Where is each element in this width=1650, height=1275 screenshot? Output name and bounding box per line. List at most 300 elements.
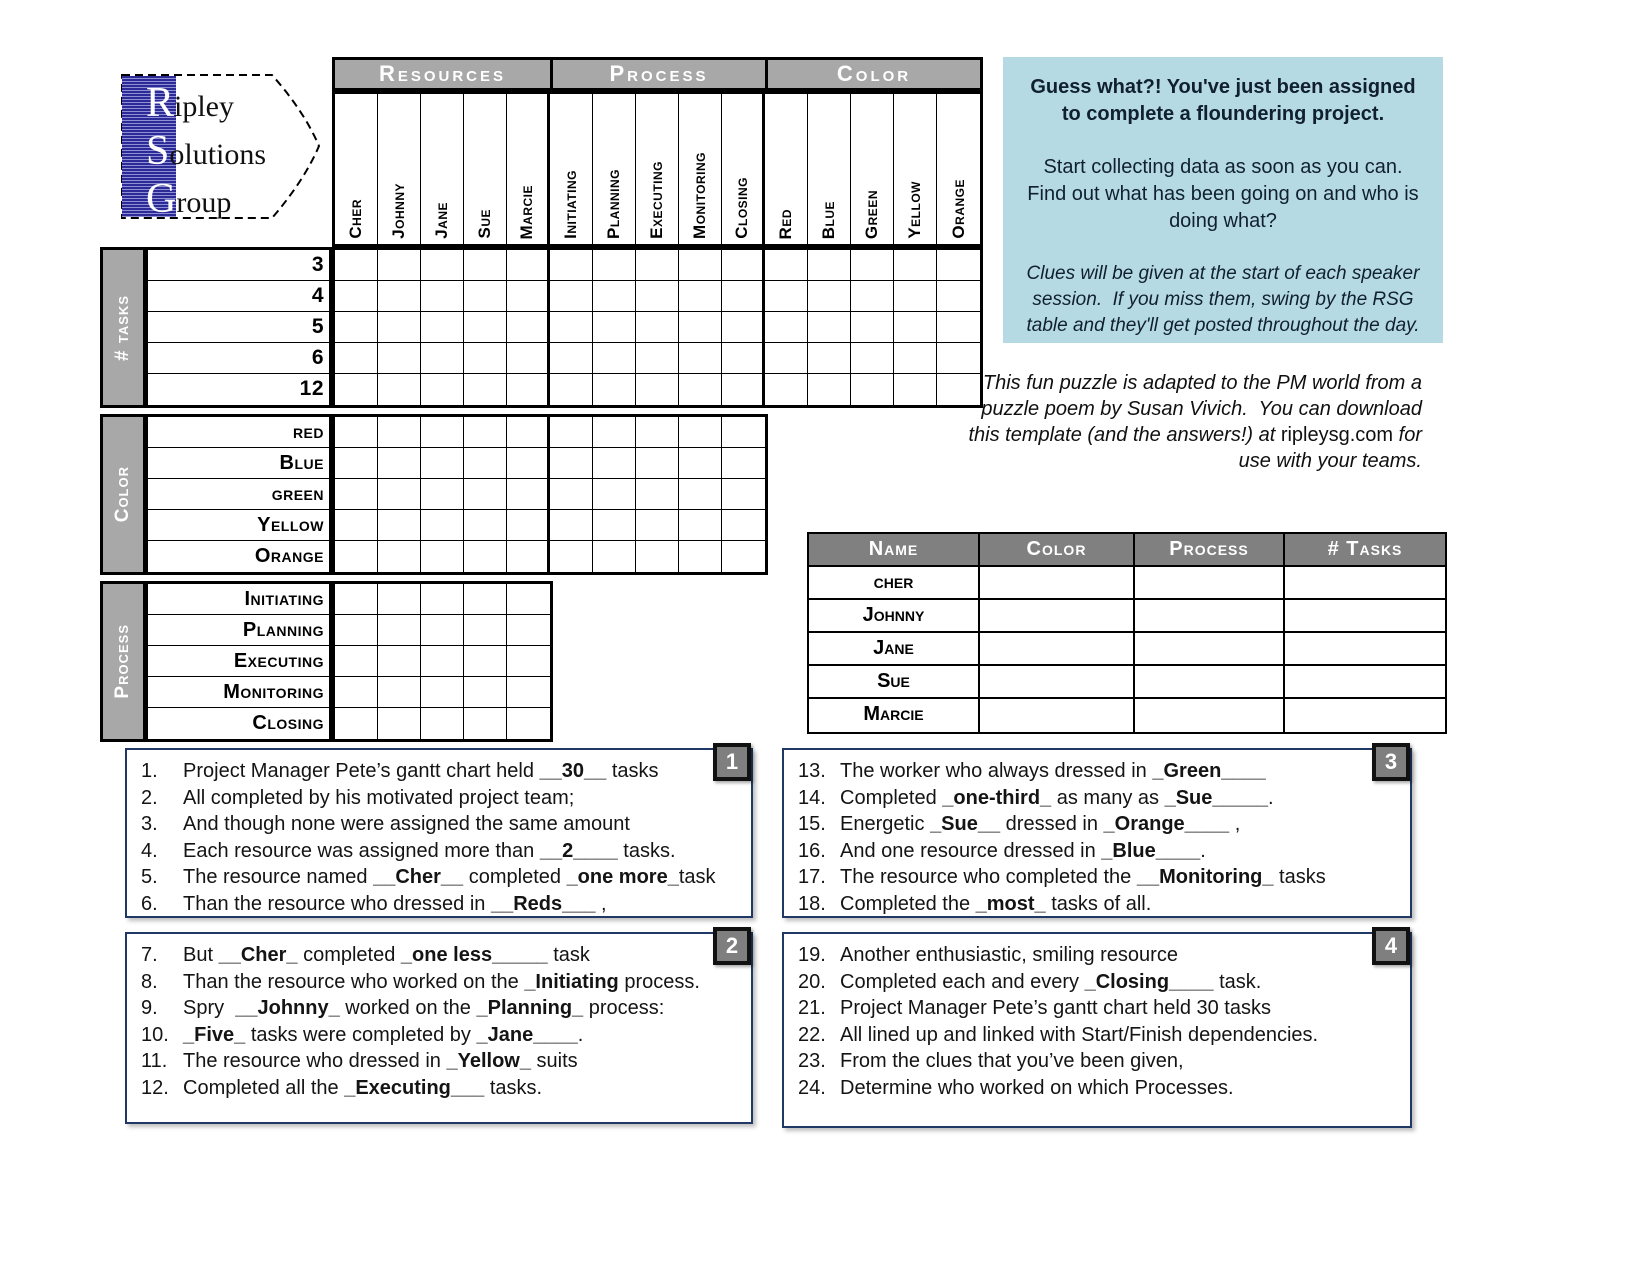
puzzle-cell[interactable] <box>679 343 722 374</box>
answer-row-name: Jane <box>809 633 980 666</box>
clue-text: And one resource dressed in _Blue____. <box>840 839 1206 862</box>
puzzle-cell[interactable] <box>378 615 421 646</box>
answer-empty-cell[interactable] <box>1285 666 1445 699</box>
puzzle-cell[interactable] <box>722 343 765 374</box>
puzzle-cell[interactable] <box>593 510 636 541</box>
puzzle-cell[interactable] <box>894 250 937 281</box>
puzzle-cell[interactable] <box>679 312 722 343</box>
puzzle-cell[interactable] <box>636 374 679 405</box>
puzzle-cell[interactable] <box>894 374 937 405</box>
clue-text: All lined up and linked with Start/Finish dependencies. <box>840 1023 1319 1046</box>
logo-initial: G <box>146 176 177 222</box>
puzzle-cell[interactable] <box>507 448 550 479</box>
clue-number: 2. <box>141 786 158 809</box>
column-header: Executing <box>636 94 679 244</box>
column-headers <box>332 91 983 247</box>
puzzle-cell[interactable] <box>464 510 507 541</box>
puzzle-cell[interactable] <box>421 374 464 405</box>
answer-empty-cell[interactable] <box>1135 567 1285 600</box>
puzzle-cell[interactable] <box>808 281 851 312</box>
row-label: Orange <box>254 545 324 567</box>
clue-number: 20. <box>798 970 826 993</box>
clue-item <box>798 942 1396 969</box>
puzzle-cell[interactable] <box>679 250 722 281</box>
logo-word: Solutions <box>146 128 267 174</box>
clue-text: But __Cher_ completed _one less_____ task <box>183 944 590 966</box>
puzzle-cell[interactable] <box>851 281 894 312</box>
row-label: 12 <box>299 377 324 400</box>
puzzle-cell[interactable] <box>593 417 636 448</box>
row-label: Yellow <box>148 510 329 541</box>
puzzle-cell[interactable] <box>937 281 980 312</box>
puzzle-cell[interactable] <box>335 646 378 677</box>
clue-text: And though none were assigned the same amount <box>183 813 630 835</box>
row-label: 4 <box>148 281 329 312</box>
col-group-resources: Resources <box>378 61 507 86</box>
puzzle-cell[interactable] <box>335 250 378 281</box>
puzzle-cell[interactable] <box>636 417 679 448</box>
answer-row-name: Johnny <box>809 600 980 633</box>
clue-item <box>798 891 1396 918</box>
clue-text: The worker who always dressed in _Green____ <box>840 760 1266 782</box>
answer-empty-cell[interactable] <box>980 633 1135 666</box>
clue-number: 17. <box>798 866 826 888</box>
clue-number: 5. <box>141 866 158 888</box>
row-labels-color <box>145 414 332 575</box>
color-cell-grid[interactable] <box>332 414 768 575</box>
puzzle-cell[interactable] <box>679 479 722 510</box>
clue-item <box>141 995 737 1022</box>
puzzle-cell[interactable] <box>851 250 894 281</box>
clue-text: Energetic _Sue__ dressed in _Orange____ , <box>840 813 1241 835</box>
clue-item <box>798 785 1396 812</box>
puzzle-cell[interactable] <box>722 479 765 510</box>
puzzle-cell[interactable] <box>507 374 550 405</box>
credit-note: This fun puzzle is adapted to the PM world from a puzzle poem by Susan Vivich. You can download this template (and the answers!) at ripleysg.com for use with your teams. <box>968 372 1428 472</box>
answer-empty-cell[interactable] <box>1135 699 1285 732</box>
puzzle-cell[interactable] <box>722 281 765 312</box>
puzzle-cell[interactable] <box>550 541 593 572</box>
clue-number: 10. <box>141 1023 169 1046</box>
puzzle-cell[interactable] <box>679 541 722 572</box>
puzzle-cell[interactable] <box>421 479 464 510</box>
puzzle-cell[interactable] <box>507 615 550 646</box>
answer-empty-cell[interactable] <box>1285 567 1445 600</box>
row-label: Initiating <box>148 584 329 615</box>
puzzle-cell[interactable] <box>421 541 464 572</box>
info-body: Start collecting data as soon as you can. Find out what has been going on and who is doing what? <box>1027 156 1425 232</box>
clue-item <box>141 942 737 969</box>
clue-number: 22. <box>798 1023 826 1046</box>
puzzle-cell[interactable] <box>808 343 851 374</box>
column-group-header-bar <box>332 57 983 91</box>
puzzle-cell[interactable] <box>335 312 378 343</box>
puzzle-cell[interactable] <box>421 281 464 312</box>
answer-empty-cell[interactable] <box>980 600 1135 633</box>
puzzle-cell[interactable] <box>464 615 507 646</box>
puzzle-cell[interactable] <box>636 448 679 479</box>
puzzle-cell[interactable] <box>550 510 593 541</box>
puzzle-cell[interactable] <box>765 343 808 374</box>
clue-item <box>798 864 1396 891</box>
puzzle-cell[interactable] <box>894 343 937 374</box>
row-labels-process <box>145 581 332 742</box>
clue-item <box>141 838 737 865</box>
answer-empty-cell[interactable] <box>1135 666 1285 699</box>
puzzle-cell[interactable] <box>593 448 636 479</box>
row-group-label-process: Process <box>100 581 146 742</box>
answer-empty-cell[interactable] <box>980 666 1135 699</box>
clue-number: 8. <box>141 970 158 993</box>
info-title: Guess what?! You've just been assigned to complete a floundering project. <box>1030 76 1422 125</box>
puzzle-cell[interactable] <box>593 374 636 405</box>
puzzle-cell[interactable] <box>378 448 421 479</box>
puzzle-cell[interactable] <box>636 479 679 510</box>
puzzle-cell[interactable] <box>421 646 464 677</box>
puzzle-cell[interactable] <box>593 250 636 281</box>
puzzle-cell[interactable] <box>421 708 464 739</box>
clue-number: 1. <box>141 760 158 782</box>
clue-number: 21. <box>798 997 826 1019</box>
clue-text: Determine who worked on which Processes. <box>840 1076 1234 1099</box>
puzzle-cell[interactable] <box>507 677 550 708</box>
row-label: Planning <box>148 615 329 646</box>
puzzle-cell[interactable] <box>765 281 808 312</box>
column-header: Jane <box>421 94 464 244</box>
clue-text: Completed each and every _Closing____ task. <box>840 970 1262 993</box>
column-header: Marcie <box>507 94 550 244</box>
puzzle-cell[interactable] <box>335 374 378 405</box>
answer-header-process: Process <box>1135 534 1285 567</box>
puzzle-cell[interactable] <box>636 343 679 374</box>
column-header: Cher <box>335 94 378 244</box>
puzzle-cell[interactable] <box>464 417 507 448</box>
row-label: Blue <box>148 448 329 479</box>
answer-empty-cell[interactable] <box>1285 699 1445 732</box>
puzzle-cell[interactable] <box>507 584 550 615</box>
puzzle-cell[interactable] <box>550 448 593 479</box>
puzzle-cell[interactable] <box>550 250 593 281</box>
row-label: 6 <box>148 343 329 374</box>
row-group-label-tasks: # tasks <box>100 247 146 408</box>
clue-number: 9. <box>141 997 158 1019</box>
puzzle-cell[interactable] <box>421 250 464 281</box>
puzzle-cell[interactable] <box>464 646 507 677</box>
puzzle-cell[interactable] <box>464 479 507 510</box>
row-label: Monitoring <box>148 677 329 708</box>
puzzle-cell[interactable] <box>937 250 980 281</box>
puzzle-cell[interactable] <box>593 343 636 374</box>
puzzle-cell[interactable] <box>378 374 421 405</box>
puzzle-cell[interactable] <box>378 312 421 343</box>
puzzle-cell[interactable] <box>550 479 593 510</box>
clue-text: Project Manager Pete’s gantt chart held __30__ tasks <box>183 760 659 782</box>
puzzle-cell[interactable] <box>507 312 550 343</box>
answer-header-tasks: # Tasks <box>1285 534 1445 567</box>
clue-number: 12. <box>141 1076 169 1099</box>
logo-initial: R <box>146 80 175 126</box>
puzzle-cell[interactable] <box>636 281 679 312</box>
puzzle-cell[interactable] <box>722 541 765 572</box>
puzzle-cell[interactable] <box>335 343 378 374</box>
puzzle-cell[interactable] <box>851 343 894 374</box>
puzzle-cell[interactable] <box>464 312 507 343</box>
puzzle-cell[interactable] <box>335 677 378 708</box>
row-label: Executing <box>148 646 329 677</box>
clue-item <box>141 758 737 785</box>
puzzle-cell[interactable] <box>851 374 894 405</box>
puzzle-cell[interactable] <box>464 448 507 479</box>
clue-text: Completed _one-third_ as many as _Sue_____. <box>840 786 1274 809</box>
col-group-color: Color <box>765 60 980 88</box>
clue-box-number-badge: 4 <box>1372 927 1410 965</box>
info-box <box>1003 57 1443 343</box>
row-label: 5 <box>148 312 329 343</box>
clue-number: 18. <box>798 892 826 915</box>
clue-item <box>141 785 737 812</box>
row-label: red <box>148 417 329 448</box>
puzzle-cell[interactable] <box>335 510 378 541</box>
puzzle-cell[interactable] <box>464 584 507 615</box>
puzzle-cell[interactable] <box>378 646 421 677</box>
puzzle-cell[interactable] <box>593 281 636 312</box>
puzzle-cell[interactable] <box>636 541 679 572</box>
clue-item <box>141 969 737 996</box>
clue-box-3 <box>782 748 1412 918</box>
clue-item <box>141 1075 737 1102</box>
answer-empty-cell[interactable] <box>1285 600 1445 633</box>
clue-text: Than the resource who dressed in __Reds___ , <box>183 892 607 915</box>
puzzle-cell[interactable] <box>335 708 378 739</box>
col-group-process: Process <box>550 60 765 88</box>
puzzle-cell[interactable] <box>507 343 550 374</box>
puzzle-cell[interactable] <box>593 479 636 510</box>
clue-text: Completed the _most_ tasks of all. <box>840 892 1152 915</box>
process-cell-grid[interactable] <box>332 581 553 742</box>
puzzle-cell[interactable] <box>335 417 378 448</box>
puzzle-cell[interactable] <box>507 250 550 281</box>
puzzle-cell[interactable] <box>464 281 507 312</box>
puzzle-cell[interactable] <box>679 417 722 448</box>
puzzle-cell[interactable] <box>464 374 507 405</box>
row-label: Closing <box>252 712 324 734</box>
puzzle-cell[interactable] <box>464 677 507 708</box>
clue-number: 16. <box>798 839 826 862</box>
puzzle-cell[interactable] <box>335 584 378 615</box>
puzzle-cell[interactable] <box>378 479 421 510</box>
puzzle-cell[interactable] <box>507 646 550 677</box>
clue-item <box>798 1075 1396 1102</box>
puzzle-cell[interactable] <box>421 312 464 343</box>
puzzle-cell[interactable] <box>507 479 550 510</box>
puzzle-cell[interactable] <box>679 448 722 479</box>
puzzle-cell[interactable] <box>808 374 851 405</box>
clue-text: The resource named __Cher__ completed _one more_task <box>183 866 716 888</box>
rsg-logo <box>120 73 322 220</box>
puzzle-cell[interactable] <box>378 250 421 281</box>
puzzle-cell[interactable] <box>507 541 550 572</box>
puzzle-cell[interactable] <box>894 281 937 312</box>
puzzle-cell[interactable] <box>593 312 636 343</box>
puzzle-cell[interactable] <box>335 479 378 510</box>
clue-box-2 <box>125 932 753 1124</box>
column-header: Sue <box>464 94 507 244</box>
puzzle-cell[interactable] <box>550 312 593 343</box>
clue-text: Project Manager Pete’s gantt chart held 30 tasks <box>840 997 1271 1019</box>
puzzle-cell[interactable] <box>550 417 593 448</box>
puzzle-cell[interactable] <box>636 250 679 281</box>
column-header: Orange <box>948 179 968 239</box>
clue-item <box>798 969 1396 996</box>
puzzle-cell[interactable] <box>335 541 378 572</box>
puzzle-cell[interactable] <box>335 281 378 312</box>
clue-item <box>141 864 737 891</box>
puzzle-cell[interactable] <box>378 708 421 739</box>
clue-item <box>798 1048 1396 1075</box>
row-labels-tasks <box>145 247 332 408</box>
puzzle-cell[interactable] <box>464 250 507 281</box>
column-header: Red <box>765 94 808 244</box>
puzzle-cell[interactable] <box>808 312 851 343</box>
puzzle-cell[interactable] <box>421 615 464 646</box>
column-header: Johnny <box>378 94 421 244</box>
clue-box-number-badge: 1 <box>713 743 751 781</box>
puzzle-cell[interactable] <box>722 374 765 405</box>
puzzle-cell[interactable] <box>679 374 722 405</box>
clue-text: The resource who dressed in _Yellow_ suits <box>183 1050 578 1072</box>
puzzle-cell[interactable] <box>378 584 421 615</box>
puzzle-cell[interactable] <box>808 250 851 281</box>
puzzle-cell[interactable] <box>464 541 507 572</box>
puzzle-cell[interactable] <box>335 448 378 479</box>
clue-text: Than the resource who worked on the _Initiating process. <box>183 970 700 993</box>
puzzle-cell[interactable] <box>378 417 421 448</box>
column-header: Monitoring <box>679 94 722 244</box>
logo-wordmark <box>146 81 266 225</box>
puzzle-cell[interactable] <box>421 343 464 374</box>
clue-text: All completed by his motivated project team; <box>183 786 575 809</box>
puzzle-cell[interactable] <box>550 281 593 312</box>
logo-word: Ripley <box>146 80 235 126</box>
clue-text: Completed all the _Executing___ tasks. <box>183 1076 543 1099</box>
puzzle-cell[interactable] <box>378 343 421 374</box>
clue-number: 7. <box>141 944 158 966</box>
column-header: Planning <box>593 94 636 244</box>
answer-empty-cell[interactable] <box>1135 633 1285 666</box>
clue-text: Spry __Johnny_ worked on the _Planning_ process: <box>183 997 665 1019</box>
logo-word: Group <box>146 176 232 222</box>
puzzle-cell[interactable] <box>722 250 765 281</box>
puzzle-cell[interactable] <box>421 448 464 479</box>
row-label: green <box>148 479 329 510</box>
clue-number: 23. <box>798 1050 826 1072</box>
answer-empty-cell[interactable] <box>980 567 1135 600</box>
puzzle-cell[interactable] <box>378 510 421 541</box>
column-header: Yellow <box>894 94 937 244</box>
clue-item <box>141 1048 737 1075</box>
puzzle-cell[interactable] <box>593 541 636 572</box>
clue-box-1 <box>125 748 753 918</box>
puzzle-cell[interactable] <box>722 448 765 479</box>
answer-header-name: Name <box>809 534 980 567</box>
answer-empty-cell[interactable] <box>1285 633 1445 666</box>
puzzle-cell[interactable] <box>636 312 679 343</box>
clue-number: 13. <box>798 760 826 782</box>
puzzle-cell[interactable] <box>550 343 593 374</box>
puzzle-cell[interactable] <box>421 584 464 615</box>
clue-item <box>798 838 1396 865</box>
answer-row-name: Sue <box>809 666 980 699</box>
puzzle-cell[interactable] <box>421 510 464 541</box>
puzzle-cell[interactable] <box>765 250 808 281</box>
puzzle-cell[interactable] <box>421 677 464 708</box>
clue-item <box>141 891 737 918</box>
puzzle-cell[interactable] <box>507 281 550 312</box>
clue-number: 6. <box>141 892 158 915</box>
puzzle-cell[interactable] <box>507 708 550 739</box>
puzzle-cell[interactable] <box>378 677 421 708</box>
clue-number: 14. <box>798 786 826 809</box>
puzzle-cell[interactable] <box>335 615 378 646</box>
puzzle-cell[interactable] <box>636 510 679 541</box>
answer-empty-cell[interactable] <box>1135 600 1285 633</box>
puzzle-cell[interactable] <box>765 312 808 343</box>
puzzle-cell[interactable] <box>851 312 894 343</box>
answer-row-name: cher <box>809 567 980 600</box>
logo-initial: S <box>146 128 170 174</box>
clue-item <box>141 1022 737 1049</box>
puzzle-cell[interactable] <box>765 374 808 405</box>
clue-text: From the clues that you’ve been given, <box>840 1050 1184 1072</box>
puzzle-cell[interactable] <box>378 281 421 312</box>
column-header: Blue <box>808 94 851 244</box>
puzzle-cell[interactable] <box>894 312 937 343</box>
puzzle-cell[interactable] <box>722 312 765 343</box>
clue-box-number-badge: 3 <box>1372 743 1410 781</box>
puzzle-cell[interactable] <box>722 510 765 541</box>
clue-number: 3. <box>141 813 158 835</box>
answer-row-name: Marcie <box>809 699 980 732</box>
clue-box-4 <box>782 932 1412 1128</box>
column-header: Closing <box>722 94 765 244</box>
answer-table <box>807 532 1447 734</box>
puzzle-cell[interactable] <box>937 312 980 343</box>
puzzle-cell[interactable] <box>679 281 722 312</box>
clue-text: Another enthusiastic, smiling resource <box>840 944 1178 966</box>
puzzle-cell[interactable] <box>550 374 593 405</box>
puzzle-cell[interactable] <box>679 510 722 541</box>
clue-item <box>798 995 1396 1022</box>
clue-item <box>141 811 737 838</box>
clue-box-number-badge: 2 <box>713 927 751 965</box>
puzzle-cell[interactable] <box>507 510 550 541</box>
clue-item <box>798 811 1396 838</box>
clue-text: The resource who completed the __Monitoring_ tasks <box>840 866 1326 888</box>
clue-text: Each resource was assigned more than __2____ tasks. <box>183 839 676 862</box>
puzzle-cell[interactable] <box>507 417 550 448</box>
puzzle-cell[interactable] <box>722 417 765 448</box>
puzzle-cell[interactable] <box>421 417 464 448</box>
answer-empty-cell[interactable] <box>980 699 1135 732</box>
puzzle-cell[interactable] <box>464 343 507 374</box>
puzzle-cell[interactable] <box>378 541 421 572</box>
clue-number: 11. <box>141 1050 168 1072</box>
row-group-label-color: Color <box>100 414 146 575</box>
tasks-cell-grid[interactable] <box>332 247 983 408</box>
clue-number: 19. <box>798 944 826 966</box>
clue-number: 15. <box>798 813 826 835</box>
puzzle-cell[interactable] <box>464 708 507 739</box>
